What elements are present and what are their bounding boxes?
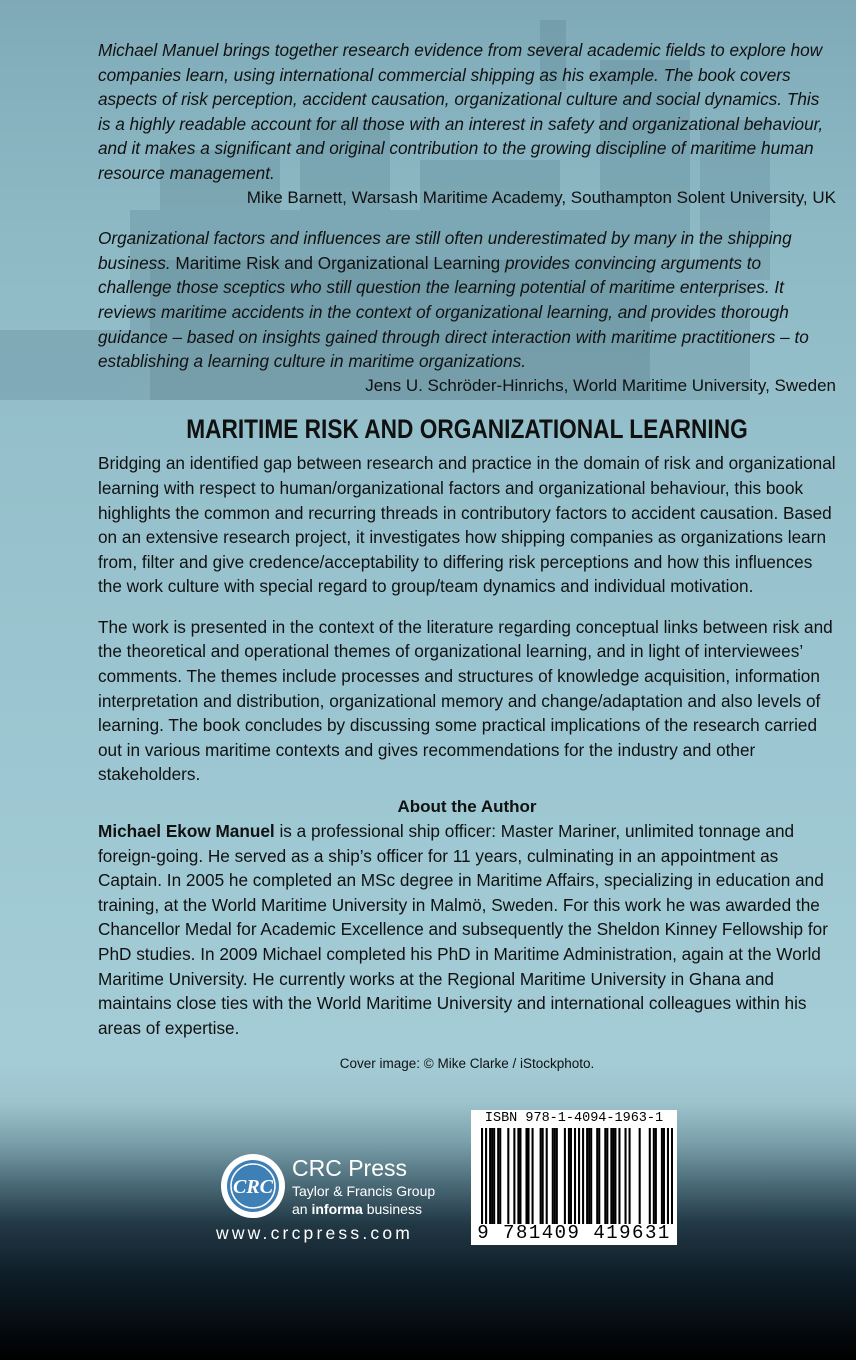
barcode-bar	[588, 1128, 590, 1224]
barcode-bars	[481, 1128, 673, 1224]
publisher-informa-line	[292, 1200, 435, 1218]
barcode-bar	[671, 1128, 673, 1224]
barcode-bar	[604, 1128, 606, 1224]
informa-suffix: business	[366, 1201, 422, 1217]
barcode-bar	[629, 1128, 631, 1224]
barcode-bar	[578, 1128, 580, 1224]
review-attribution-2: Jens U. Schröder-Hinrichs, World Maritime University, Sweden	[365, 375, 836, 395]
crc-logo-text: CRC	[232, 1176, 274, 1198]
review-quote-2	[98, 226, 836, 374]
barcode-bar	[489, 1128, 491, 1224]
barcode-bar	[517, 1128, 519, 1224]
barcode-bar	[513, 1128, 515, 1224]
barcode-bar	[596, 1128, 598, 1224]
barcode-bar	[546, 1128, 548, 1224]
review-quote-2-part-2: provides convincing arguments to challenge those sceptics who still question the learning potential of maritime enterprises. It reviews maritime accidents in the context of organizational learning, and provides thorough guidance – based on insights gained through direct interaction with maritime practitioners – to establishing a learning culture in maritime organizations.	[98, 252, 809, 372]
barcode-bar	[606, 1128, 608, 1224]
isbn-barcode	[471, 1110, 677, 1245]
author-bio-text: is a professional ship officer: Master Mariner, unlimited tonnage and foreign-going. He served as a ship’s officer for 11 years, culminating in an appointment as Captain. In 2005 he completed an MSc degree in Maritime Affairs, specializing in education and training, at the World Maritime University in Malmö, Sweden. For this work he was awarded the Chancellor Medal for Academic Excellence and subsequently the Sheldon Kinney Fellowship for PhD studies. In 2009 Michael completed his PhD in Maritime Administration, again at the World Maritime University. He currently works at the Regional Maritime University in Ghana and maintains close ties with the World Maritime University and international colleagues within his areas of expertise.	[98, 821, 828, 1038]
barcode-bar	[554, 1128, 556, 1224]
barcode-bar	[598, 1128, 600, 1224]
barcode-bar	[653, 1128, 655, 1224]
barcode-bar	[612, 1128, 614, 1224]
publisher-name: CRC Press	[292, 1155, 408, 1181]
author-name: Michael Ekow Manuel	[98, 821, 275, 842]
isbn-label: ISBN 978-1-4094-1963-1	[484, 1111, 664, 1126]
barcode-bar	[564, 1128, 566, 1224]
barcode-bar	[570, 1128, 572, 1224]
barcode-bar	[525, 1128, 527, 1224]
isbn-digits: 9 781409 419631	[477, 1222, 671, 1244]
barcode-bar	[618, 1128, 620, 1224]
barcode-bar	[614, 1128, 616, 1224]
barcode-bar	[527, 1128, 529, 1224]
barcode-bar	[485, 1128, 487, 1224]
barcode-bar	[639, 1128, 641, 1224]
review-quote-1: Michael Manuel brings together research evidence from several academic fields to explore how companies learn, using international commercial shipping as his example. The book covers aspects of risk perception, accident causation, organizational culture and social dynamics. This is a highly readable account for all those with an interest in safety and organizational behaviour, and it makes a significant and original contribution to the growing discipline of maritime human resource management.	[98, 40, 824, 183]
barcode-bar	[499, 1128, 501, 1224]
barcode-bar	[497, 1128, 499, 1224]
barcode-bar	[663, 1128, 665, 1224]
barcode-bar	[655, 1128, 657, 1224]
barcode-bar	[610, 1128, 612, 1224]
description-paragraph-2: The work is presented in the context of the literature regarding conceptual links between risk and the theoretical and operational themes of organizational learning, and in light of interviewees’ comments. The themes include processes and structures of knowledge acquisition, information interpretation and distribution, organizational memory and change/adaptation and also levels of learning. The book concludes by discussing some practical implications of the research carried out in various maritime contexts and gives recommendations for the industry and other stakeholders.	[98, 616, 833, 785]
cover-image-credit: Cover image: © Mike Clarke / iStockphoto.	[339, 1056, 595, 1072]
barcode-bar	[507, 1128, 509, 1224]
barcode-bar	[661, 1128, 663, 1224]
informa-bold: informa	[311, 1201, 363, 1217]
book-title: MARITIME RISK AND ORGANIZATIONAL LEARNING	[186, 414, 748, 445]
barcode-bar	[574, 1128, 576, 1224]
barcode-bar	[649, 1128, 651, 1224]
review-quote-2-book-title: Maritime Risk and Organizational Learning	[175, 252, 501, 273]
barcode-bar	[624, 1128, 626, 1224]
barcode-bar	[542, 1128, 544, 1224]
informa-prefix: an	[292, 1201, 308, 1217]
publisher-url: www.crcpress.com	[216, 1223, 414, 1243]
barcode-bar	[540, 1128, 542, 1224]
description-paragraph-1: Bridging an identified gap between research and practice in the domain of risk and organizational learning with respect to human/organizational factors and organizational behaviour, this book highlights the common and recurring threads in contributory factors to accident causation. Based on an extensive research project, it investigates how shipping companies as organizations learn from, filter and give credence/acceptability to differing risk perceptions and how this influences the work culture with special regard to group/team dynamics and individual motivation.	[98, 453, 836, 597]
review-quote-2-part-1: Organizational factors and influences are still often underestimated by many in the shipping business.	[98, 228, 792, 273]
barcode-bar	[491, 1128, 493, 1224]
review-attribution-1: Mike Barnett, Warsash Maritime Academy, Southampton Solent University, UK	[246, 187, 836, 207]
author-bio	[98, 819, 836, 1040]
text-content	[98, 38, 836, 1071]
barcode-bar	[556, 1128, 558, 1224]
barcode-bar	[519, 1128, 521, 1224]
barcode-bar	[493, 1128, 495, 1224]
barcode-bar	[532, 1128, 534, 1224]
publisher-group: Taylor & Francis Group	[292, 1183, 436, 1199]
barcode-bar	[568, 1128, 570, 1224]
about-author-heading: About the Author	[397, 797, 537, 817]
barcode-bar	[481, 1128, 483, 1224]
barcode-bar	[552, 1128, 554, 1224]
crc-logo-icon	[219, 1152, 287, 1220]
publisher-info	[292, 1154, 435, 1218]
barcode-bar	[667, 1128, 669, 1224]
barcode-bar	[590, 1128, 592, 1224]
barcode-bar	[586, 1128, 588, 1224]
barcode-bar	[582, 1128, 584, 1224]
